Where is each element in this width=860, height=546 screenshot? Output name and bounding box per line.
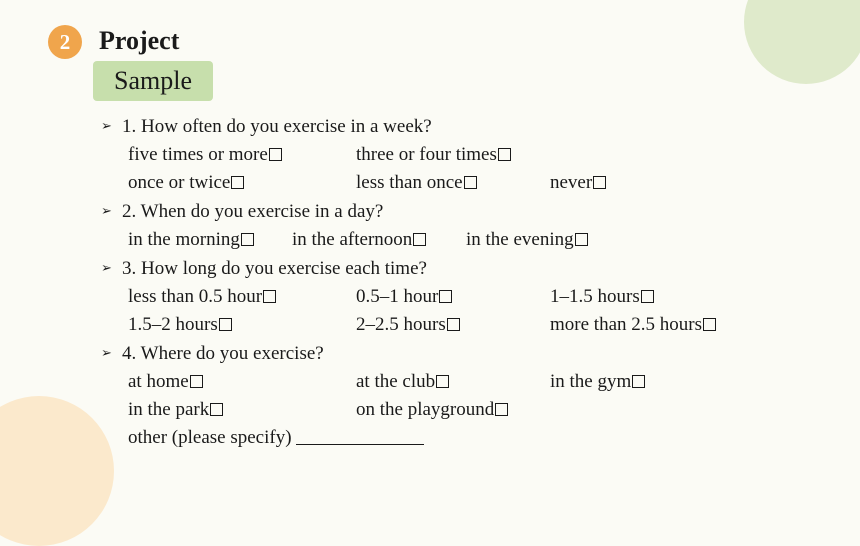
option-half-to-one-hour[interactable]: 0.5–1 hour bbox=[356, 284, 452, 310]
option-never[interactable]: never bbox=[550, 170, 606, 196]
checkbox[interactable] bbox=[498, 148, 511, 161]
question-text: 2. When do you exercise in a day? bbox=[122, 201, 384, 222]
checkbox[interactable] bbox=[269, 148, 282, 161]
option-less-than-half-hour[interactable]: less than 0.5 hour bbox=[128, 284, 276, 310]
option-less-than-once[interactable]: less than once bbox=[356, 170, 477, 196]
option-once-or-twice[interactable]: once or twice bbox=[128, 170, 244, 196]
option-on-the-playground[interactable]: on the playground bbox=[356, 397, 508, 423]
option-three-or-four-times[interactable]: three or four times bbox=[356, 142, 511, 168]
decorative-circle-top-right bbox=[744, 0, 860, 84]
checkbox[interactable] bbox=[210, 403, 223, 416]
sample-label: Sample bbox=[93, 61, 213, 101]
checkbox[interactable] bbox=[464, 176, 477, 189]
checkbox[interactable] bbox=[447, 318, 460, 331]
option-one-half-to-two-hours[interactable]: 1.5–2 hours bbox=[128, 312, 232, 338]
option-in-the-afternoon[interactable]: in the afternoon bbox=[292, 227, 426, 253]
option-two-to-two-half-hours[interactable]: 2–2.5 hours bbox=[356, 312, 460, 338]
section-title: Project bbox=[99, 26, 180, 55]
question-4 bbox=[101, 341, 324, 367]
checkbox[interactable] bbox=[413, 233, 426, 246]
checkbox[interactable] bbox=[593, 176, 606, 189]
checkbox[interactable] bbox=[575, 233, 588, 246]
checkbox[interactable] bbox=[703, 318, 716, 331]
option-in-the-evening[interactable]: in the evening bbox=[466, 227, 588, 253]
question-3 bbox=[101, 256, 427, 282]
question-text: 1. How often do you exercise in a week? bbox=[122, 116, 432, 137]
option-at-home[interactable]: at home bbox=[128, 369, 203, 395]
checkbox[interactable] bbox=[190, 375, 203, 388]
checkbox[interactable] bbox=[231, 176, 244, 189]
checkbox[interactable] bbox=[241, 233, 254, 246]
checkbox[interactable] bbox=[641, 290, 654, 303]
option-other-please-specify: other (please specify) bbox=[128, 425, 424, 451]
option-at-the-club[interactable]: at the club bbox=[356, 369, 449, 395]
checkbox[interactable] bbox=[436, 375, 449, 388]
arrow-bullet-icon: ➢ bbox=[101, 261, 112, 276]
option-in-the-park[interactable]: in the park bbox=[128, 397, 223, 423]
option-five-times-or-more[interactable]: five times or more bbox=[128, 142, 282, 168]
question-text: 4. Where do you exercise? bbox=[122, 343, 324, 364]
arrow-bullet-icon: ➢ bbox=[101, 119, 112, 134]
arrow-bullet-icon: ➢ bbox=[101, 204, 112, 219]
question-text: 3. How long do you exercise each time? bbox=[122, 258, 427, 279]
checkbox[interactable] bbox=[495, 403, 508, 416]
question-1 bbox=[101, 114, 432, 140]
checkbox[interactable] bbox=[219, 318, 232, 331]
option-more-than-two-half-hours[interactable]: more than 2.5 hours bbox=[550, 312, 716, 338]
option-in-the-gym[interactable]: in the gym bbox=[550, 369, 645, 395]
decorative-circle-bottom-left bbox=[0, 396, 114, 546]
section-number-badge: 2 bbox=[48, 25, 82, 59]
checkbox[interactable] bbox=[632, 375, 645, 388]
option-in-the-morning[interactable]: in the morning bbox=[128, 227, 254, 253]
question-2 bbox=[101, 199, 383, 225]
checkbox[interactable] bbox=[439, 290, 452, 303]
checkbox[interactable] bbox=[263, 290, 276, 303]
option-one-to-one-half-hours[interactable]: 1–1.5 hours bbox=[550, 284, 654, 310]
arrow-bullet-icon: ➢ bbox=[101, 346, 112, 361]
specify-blank-line[interactable] bbox=[296, 426, 424, 445]
